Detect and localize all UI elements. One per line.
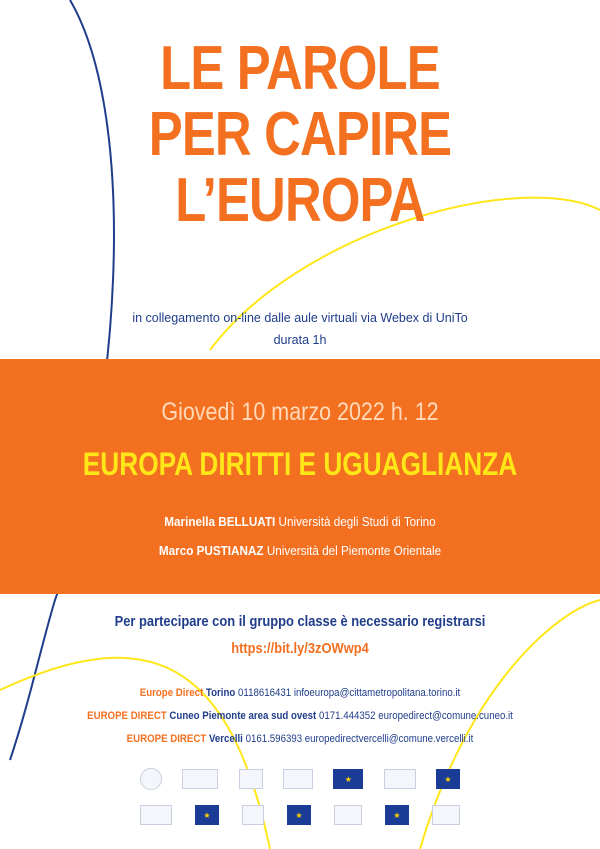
contact-city: Vercelli: [208, 733, 243, 745]
event-date: Giovedì 10 marzo 2022 h. 12: [161, 398, 439, 426]
contact-org: EUROPE DIRECT: [87, 710, 167, 722]
event-title: EUROPA DIRITTI E UGUAGLIANZA: [82, 446, 518, 482]
partner-logo-icon: [432, 805, 460, 825]
contact-cuneo: [36, 710, 564, 722]
registration-text: Per partecipare con il gruppo classe è necessario registrarsi: [114, 613, 486, 630]
eu-flag-icon: [436, 769, 460, 789]
title-line-2: PER CAPIRE: [148, 100, 452, 169]
partner-logo-icon: [182, 769, 218, 789]
eu-flag-icon: [195, 805, 219, 825]
contact-city: Cuneo Piemonte area sud ovest: [169, 710, 317, 722]
eu-flag-icon: [287, 805, 311, 825]
contact-city: Torino: [205, 687, 236, 699]
registration-link[interactable]: https://bit.ly/3zOWwp4: [231, 640, 369, 657]
eu-flag-icon: [333, 769, 363, 789]
speaker-2: [30, 543, 570, 558]
speaker-1: [30, 514, 570, 529]
partner-logo-icon: [283, 769, 313, 789]
title-line-1: LE PAROLE: [160, 34, 440, 103]
eu-flag-icon: [385, 805, 409, 825]
speaker-1-affiliation: Università degli Studi di Torino: [278, 514, 436, 529]
subtitle: in collegamento on-line dalle aule virtuali via Webex di UniTo: [132, 311, 468, 325]
duration: durata 1h: [273, 333, 327, 347]
speaker-2-affiliation: Università del Piemonte Orientale: [266, 543, 442, 558]
contact-details[interactable]: 0171.444352 europedirect@comune.cuneo.it: [318, 710, 513, 722]
contact-org: Europe Direct: [139, 687, 204, 699]
contact-vercelli: [36, 733, 564, 745]
partner-logo-icon: [242, 805, 264, 825]
contact-details[interactable]: 0118616431 infoeuropa@cittametropolitana.torino.it: [238, 687, 461, 699]
contact-torino: [36, 687, 564, 699]
partner-logo-icon: [334, 805, 362, 825]
partner-logo-icon: [140, 805, 172, 825]
speaker-1-name: Marinella BELLUATI: [164, 514, 276, 529]
contact-details[interactable]: 0161.596393 europedirectvercelli@comune.vercelli.it: [245, 733, 474, 745]
partner-logos-row-1: [140, 768, 460, 790]
partner-logos-row-2: [140, 805, 460, 825]
title-line-3: L’EUROPA: [175, 166, 425, 235]
speaker-2-name: Marco PUSTIANAZ: [158, 543, 264, 558]
contact-org: EUROPE DIRECT: [126, 733, 207, 745]
unito-seal-icon: [140, 768, 162, 790]
partner-logo-icon: [239, 769, 263, 789]
partner-logo-icon: [384, 769, 416, 789]
